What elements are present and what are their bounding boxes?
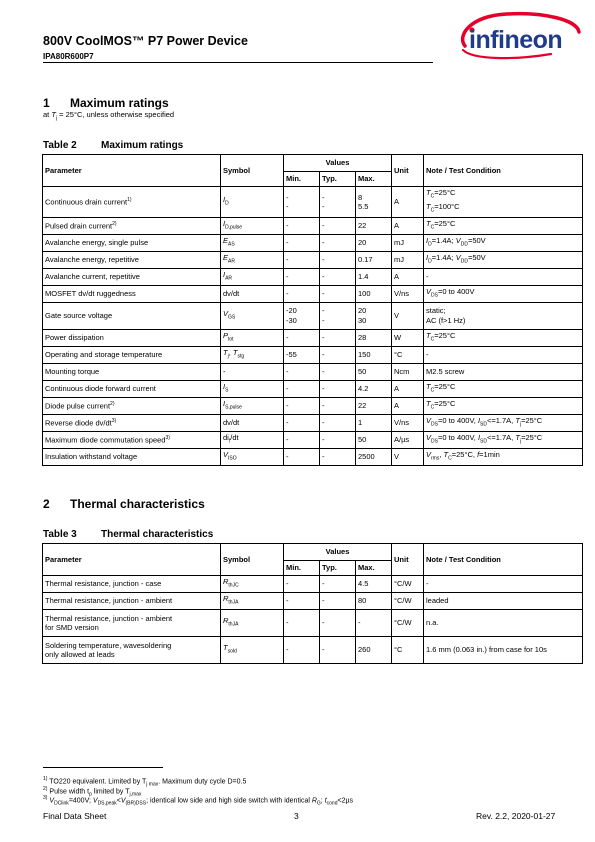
table-row — [43, 397, 583, 414]
cell-typ: - — [320, 251, 356, 268]
header-divider — [43, 62, 433, 63]
cell-symbol: $E_{AS}$ — [221, 234, 284, 251]
cell-note: $V_{rms}$, $T_C=25^\circ C$, f=1min — [424, 448, 583, 465]
maximum-ratings-table — [42, 154, 583, 466]
cell-unit: V/ns — [392, 414, 424, 431]
cell-typ: - — [320, 285, 356, 302]
cell-min: - — [284, 593, 320, 610]
table-row — [43, 234, 583, 251]
cell-parameter: Soldering temperature, wavesoldering only allowed at leads — [43, 637, 221, 664]
cell-note: static; AC (f>1 Hz) — [424, 302, 583, 329]
cell-min: -55 — [284, 346, 320, 363]
cell-symbol: dv/dt — [221, 414, 284, 431]
cell-typ: - — [320, 346, 356, 363]
cell-max: 22 — [356, 217, 392, 234]
cell-max: - — [356, 610, 392, 637]
table-row — [43, 329, 583, 346]
cell-unit: mJ — [392, 251, 424, 268]
cell-note: $I_D=1.4A$; $V_{DD}=50V$ — [424, 234, 583, 251]
table-row — [43, 285, 583, 302]
cell-symbol: $T_j$, $T_{stg}$ — [221, 346, 284, 363]
cell-max: 8 5.5 — [356, 187, 392, 218]
cell-parameter: Avalanche current, repetitive — [43, 268, 221, 285]
col-header-values: Values — [284, 155, 392, 172]
col-header-unit: Unit — [392, 544, 424, 576]
cell-parameter: MOSFET dv/dt ruggedness — [43, 285, 221, 302]
cell-note: $V_{DS}=0$ to 400V, $I_{SD}<=1.7A$, $T_j=25^\circ C$ — [424, 414, 583, 431]
cell-max: 1 — [356, 414, 392, 431]
cell-max: 50 — [356, 431, 392, 448]
col-header-min: Min. — [284, 561, 320, 576]
cell-note: $I_D=1.4A$; $V_{DD}=50V$ — [424, 251, 583, 268]
cell-parameter: Insulation withstand voltage — [43, 448, 221, 465]
cell-unit: °C — [392, 346, 424, 363]
cell-parameter: Gate source voltage — [43, 302, 221, 329]
col-header-symbol: Symbol — [221, 544, 284, 576]
cell-typ: - — [320, 576, 356, 593]
cell-note: $V_{DS}=0$ to 400V, $I_{SD}<=1.7A$, $T_j=25^\circ C$ — [424, 431, 583, 448]
cell-typ: - — [320, 397, 356, 414]
col-header-note: Note / Test Condition — [424, 155, 583, 187]
col-header-parameter: Parameter — [43, 544, 221, 576]
cell-min: -20 -30 — [284, 302, 320, 329]
cell-unit: A — [392, 268, 424, 285]
cell-max: 0.17 — [356, 251, 392, 268]
cell-typ: - — [320, 329, 356, 346]
cell-min: - — [284, 448, 320, 465]
cell-symbol: $di_f/dt$ — [221, 431, 284, 448]
cell-unit: V/ns — [392, 285, 424, 302]
cell-unit: mJ — [392, 234, 424, 251]
col-header-typ: Typ. — [320, 561, 356, 576]
table-row — [43, 414, 583, 431]
footnote-1: $^{1)}$ TO220 equivalent. Limited by $T_{j max}$. Maximum duty cycle D=0.5 — [43, 776, 247, 788]
footer-doc-type: Final Data Sheet — [43, 811, 107, 821]
footer-revision: Rev. 2.2, 2020-01-27 — [476, 811, 556, 821]
col-header-max: Max. — [356, 561, 392, 576]
table-row — [43, 363, 583, 380]
cell-max: 100 — [356, 285, 392, 302]
cell-max: 2500 — [356, 448, 392, 465]
cell-typ: - — [320, 217, 356, 234]
table-3-caption — [43, 529, 213, 540]
cell-parameter: Power dissipation — [43, 329, 221, 346]
table-row — [43, 576, 583, 593]
cell-max: 1.4 — [356, 268, 392, 285]
footnote-2: $^{2)}$ Pulse width $t_p$ limited by $T_{j,max}$ — [43, 786, 142, 798]
cell-min: - — [284, 363, 320, 380]
cell-note: n.a. — [424, 610, 583, 637]
col-header-symbol: Symbol — [221, 155, 284, 187]
cell-typ: - — [320, 593, 356, 610]
cell-typ: - — [320, 234, 356, 251]
table-2-caption — [43, 140, 183, 151]
document-title: 800V CoolMOS™ P7 Power Device — [43, 34, 248, 48]
table-row — [43, 251, 583, 268]
col-header-max: Max. — [356, 172, 392, 187]
cell-note: - — [424, 346, 583, 363]
cell-note: M2.5 screw — [424, 363, 583, 380]
cell-min: - — [284, 397, 320, 414]
cell-symbol: $R_{thJC}$ — [221, 576, 284, 593]
cell-parameter: Diode pulse current$^{2)}$ — [43, 397, 221, 414]
cell-min: - — [284, 251, 320, 268]
cell-typ: - — [320, 268, 356, 285]
table-row — [43, 302, 583, 329]
cell-note: leaded — [424, 593, 583, 610]
footnote-3: $^{3)}$ $V_{DClink}=400V$; $V_{DS,peak}<V_{(BR)DSS}$; identical low side and high side switch with identical $R_G$; $t_{cond}<2\mu s$ — [43, 795, 353, 807]
cell-unit: V — [392, 302, 424, 329]
col-header-values: Values — [284, 544, 392, 561]
cell-min: - — [284, 414, 320, 431]
cell-min: - — [284, 610, 320, 637]
section-2-heading — [43, 497, 205, 511]
cell-parameter: Maximum diode commutation speed$^{3)}$ — [43, 431, 221, 448]
cell-max: 28 — [356, 329, 392, 346]
cell-unit: A — [392, 187, 424, 218]
section-1-title: Maximum ratings — [70, 96, 169, 110]
cell-parameter: Continuous drain current$^{1)}$ — [43, 187, 221, 218]
page-number: 3 — [294, 811, 299, 821]
table-row — [43, 593, 583, 610]
cell-typ: - — [320, 610, 356, 637]
cell-min: - — [284, 268, 320, 285]
infineon-logo — [455, 10, 583, 62]
cell-symbol: $P_{tot}$ — [221, 329, 284, 346]
section-1-subtitle: at $T_j = 25^\circ C$, unless otherwise specified — [43, 110, 175, 122]
footnote-divider — [43, 767, 163, 768]
cell-unit: V — [392, 448, 424, 465]
table-3-number: Table 3 — [43, 529, 77, 540]
col-header-parameter: Parameter — [43, 155, 221, 187]
cell-symbol: $T_{sold}$ — [221, 637, 284, 664]
cell-parameter: Mounting torque — [43, 363, 221, 380]
cell-unit: A/µs — [392, 431, 424, 448]
cell-max: 4.2 — [356, 380, 392, 397]
cell-typ: - - — [320, 187, 356, 218]
cell-symbol: $R_{thJA}$ — [221, 610, 284, 637]
cell-min: - — [284, 637, 320, 664]
cell-max: 22 — [356, 397, 392, 414]
cell-min: - — [284, 431, 320, 448]
cell-note: $T_C=25^\circ C$ — [424, 397, 583, 414]
cell-symbol: $V_{ISO}$ — [221, 448, 284, 465]
cell-unit: W — [392, 329, 424, 346]
cell-unit: °C/W — [392, 610, 424, 637]
cell-unit: °C/W — [392, 593, 424, 610]
table-row — [43, 346, 583, 363]
cell-note: $V_{DS}=0$ to 400V — [424, 285, 583, 302]
cell-note: $T_C=25^\circ C$ — [424, 380, 583, 397]
table-row — [43, 187, 583, 218]
cell-note: - — [424, 576, 583, 593]
table-row — [43, 610, 583, 637]
table-2-title: Maximum ratings — [101, 140, 184, 151]
cell-max: 20 — [356, 234, 392, 251]
col-header-typ: Typ. — [320, 172, 356, 187]
cell-parameter: Operating and storage temperature — [43, 346, 221, 363]
cell-parameter: Pulsed drain current$^{2)}$ — [43, 217, 221, 234]
cell-parameter: Reverse diode $dv/dt^{3)}$ — [43, 414, 221, 431]
cell-min: - — [284, 285, 320, 302]
cell-typ: - — [320, 414, 356, 431]
cell-typ: - — [320, 363, 356, 380]
cell-max: 50 — [356, 363, 392, 380]
col-header-unit: Unit — [392, 155, 424, 187]
cell-unit: A — [392, 217, 424, 234]
col-header-min: Min. — [284, 172, 320, 187]
cell-min: - - — [284, 187, 320, 218]
cell-parameter: Continuous diode forward current — [43, 380, 221, 397]
cell-symbol: $I_S$ — [221, 380, 284, 397]
cell-symbol: $E_{AR}$ — [221, 251, 284, 268]
cell-typ: - — [320, 637, 356, 664]
cell-typ: - — [320, 431, 356, 448]
cell-parameter: Thermal resistance, junction - case — [43, 576, 221, 593]
section-2-number: 2 — [43, 497, 50, 511]
cell-symbol: - — [221, 363, 284, 380]
cell-typ: - — [320, 448, 356, 465]
part-number: IPA80R600P7 — [43, 52, 94, 61]
section-1-heading — [43, 96, 169, 110]
cell-min: - — [284, 234, 320, 251]
cell-max: 4.5 — [356, 576, 392, 593]
table-row — [43, 217, 583, 234]
cell-min: - — [284, 380, 320, 397]
section-1-number: 1 — [43, 96, 50, 110]
cell-note: $T_C=25^\circ C$ — [424, 329, 583, 346]
table-row — [43, 637, 583, 664]
cell-symbol: $R_{thJA}$ — [221, 593, 284, 610]
cell-max: 80 — [356, 593, 392, 610]
cell-unit: A — [392, 380, 424, 397]
cell-note: $T_C=25^\circ C$ $T_C=100^\circ C$ — [424, 187, 583, 218]
table-row — [43, 431, 583, 448]
cell-parameter: Thermal resistance, junction - ambient for SMD version — [43, 610, 221, 637]
thermal-characteristics-table — [42, 543, 583, 664]
cell-symbol: dv/dt — [221, 285, 284, 302]
cell-unit: °C/W — [392, 576, 424, 593]
cell-symbol: $I_{AR}$ — [221, 268, 284, 285]
cell-unit: A — [392, 397, 424, 414]
table-row — [43, 380, 583, 397]
logo-wordmark: infineon — [469, 26, 563, 54]
table-row — [43, 448, 583, 465]
cell-parameter: Thermal resistance, junction - ambient — [43, 593, 221, 610]
table-2-number: Table 2 — [43, 140, 77, 151]
cell-unit: Ncm — [392, 363, 424, 380]
cell-max: 260 — [356, 637, 392, 664]
cell-typ: - — [320, 380, 356, 397]
cell-max: 20 30 — [356, 302, 392, 329]
cell-min: - — [284, 576, 320, 593]
cell-symbol: $I_D$ — [221, 187, 284, 218]
cell-min: - — [284, 329, 320, 346]
cell-symbol: $I_{S,pulse}$ — [221, 397, 284, 414]
cell-unit: °C — [392, 637, 424, 664]
cell-note: 1.6 mm (0.063 in.) from case for 10s — [424, 637, 583, 664]
cell-typ: - - — [320, 302, 356, 329]
cell-note: $T_C=25^\circ C$ — [424, 217, 583, 234]
cell-symbol: $I_{D,pulse}$ — [221, 217, 284, 234]
cell-symbol: $V_{GS}$ — [221, 302, 284, 329]
col-header-note: Note / Test Condition — [424, 544, 583, 576]
table-3-title: Thermal characteristics — [101, 529, 214, 540]
cell-parameter: Avalanche energy, single pulse — [43, 234, 221, 251]
cell-min: - — [284, 217, 320, 234]
cell-parameter: Avalanche energy, repetitive — [43, 251, 221, 268]
cell-note: - — [424, 268, 583, 285]
table-row — [43, 268, 583, 285]
section-2-title: Thermal characteristics — [70, 497, 205, 511]
cell-max: 150 — [356, 346, 392, 363]
